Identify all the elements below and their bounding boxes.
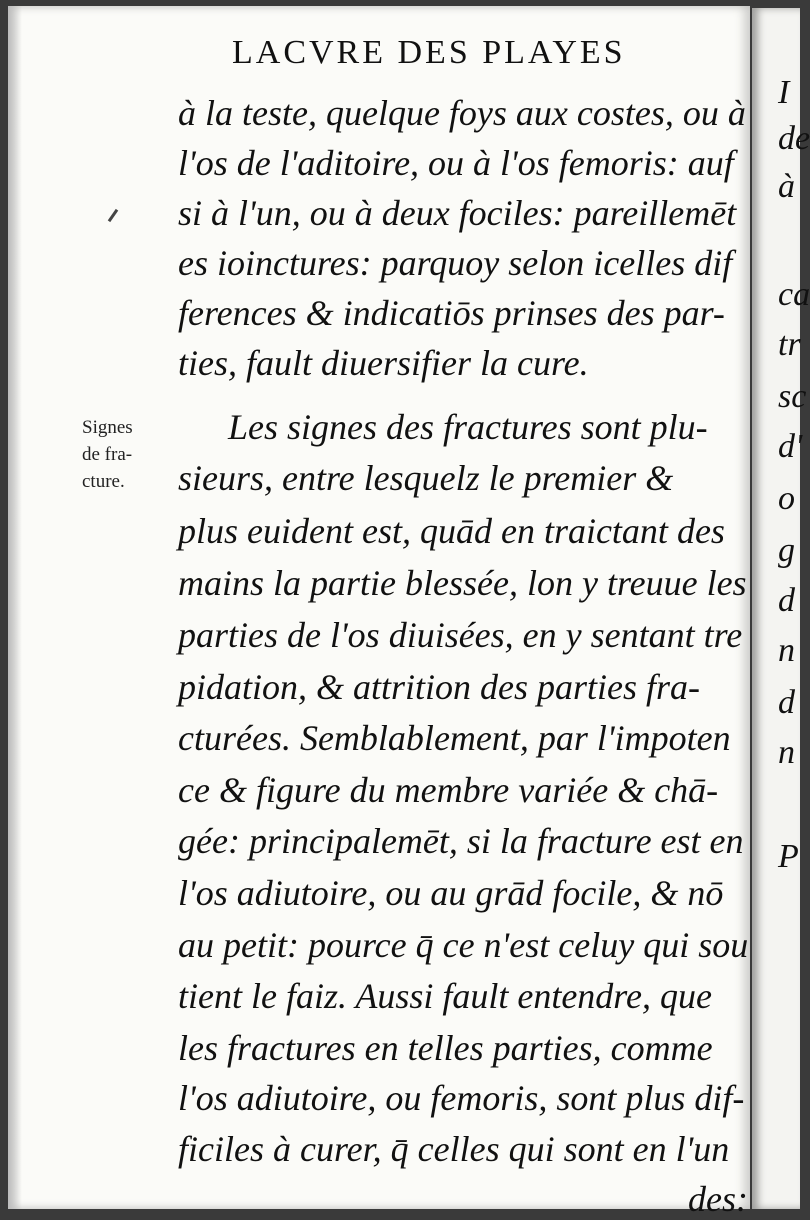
facing-page-fragment: sc [778,378,807,415]
facing-page-fragment: d [778,582,795,619]
text-line: gée: principalemēt, si la fracture est en [178,821,744,861]
text-line: es ioinctures: parquoy selon icelles dif [178,243,733,283]
text-line: à la teste, quelque foys aux costes, ou à [178,93,746,133]
facing-page-fragment: o [778,480,795,517]
text-line: tient le faiz. Aussi fault entendre, que [178,976,712,1016]
text-line: cturées. Semblablement, par l'impoten [178,718,731,758]
text-line: plus euident est, quād en traictant des [178,511,725,551]
facing-page-fragment: d' [778,428,803,465]
text-line: l'os adiutoire, ou au grād focile, & nō [178,873,724,913]
text-line: sieurs, entre lesquelz le premier & [178,458,674,498]
facing-page-fragment: ca [778,276,810,313]
text-line: mains la partie blessée, lon y treuue les [178,563,747,603]
margin-note-line: de fra- [82,444,133,465]
facing-page-fragment: à [778,168,795,205]
facing-page-fragment: tr [778,326,801,363]
text-line: ce & figure du membre variée & chā- [178,770,719,810]
text-line: l'os de l'aditoire, ou à l'os femoris: auf [178,143,734,183]
text-line: ferences & indicatiōs prinses des par- [178,293,725,333]
facing-page-fragment: d [778,684,795,721]
margin-note [82,414,162,495]
text-line: ties, fault diuersifier la cure. [178,343,589,383]
text-line: au petit: pource q̄ ce n'est celuy qui sou [178,925,749,965]
margin-note-line: cture. [82,471,125,492]
text-line: Les signes des fractures sont plu- [228,407,708,447]
facing-page-fragment: I [778,74,790,111]
text-line: des: [688,1179,748,1219]
facing-page-fragment: n [778,632,795,669]
facing-page-edge [752,8,810,1209]
running-head: LACVRE DES PLAYES [232,34,626,71]
page-gutter-shadow [8,6,22,1209]
facing-page-fragment: P [778,838,799,875]
text-line: parties de l'os diuisées, en y sentant tre [178,615,743,655]
text-line: ficiles à curer, q̄ celles qui sont en l'un [178,1129,730,1169]
facing-page-fragment: de [778,120,810,157]
margin-note-line: Signes [82,417,133,438]
text-line: si à l'un, ou à deux fociles: pareillemēt [178,193,737,233]
facing-page-fragment: n [778,734,795,771]
facing-page-fragment: g [778,532,795,569]
text-line: pidation, & attrition des parties fra- [178,667,701,707]
text-line: l'os adiutoire, ou femoris, sont plus dif- [178,1078,745,1118]
text-line: les fractures en telles parties, comme [178,1028,713,1068]
